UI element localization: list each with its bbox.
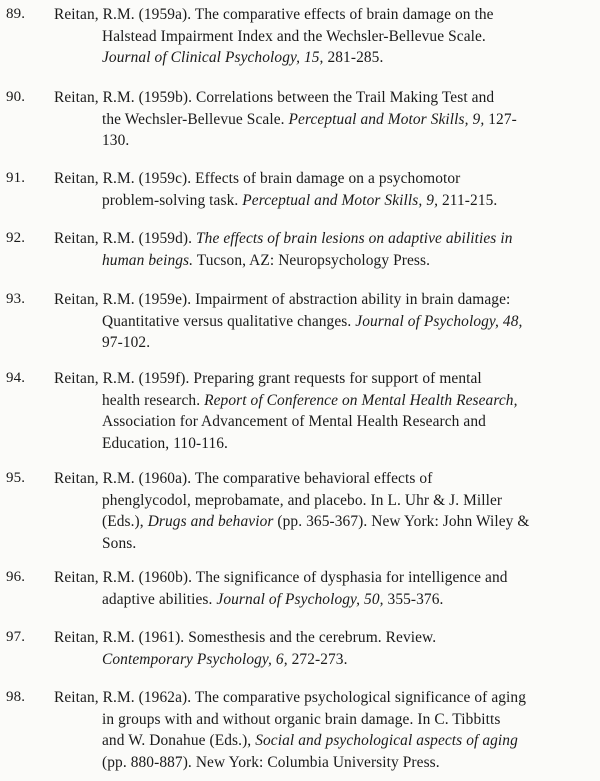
citation-segment: Sons. <box>102 534 137 552</box>
reference-line <box>54 490 586 512</box>
citation-segment: adaptive abilities. <box>102 590 217 608</box>
citation-segment: (Eds.), <box>102 513 148 530</box>
reference-number: 90. <box>6 89 26 105</box>
reference-line <box>54 168 586 190</box>
reference-text <box>54 87 586 152</box>
reference-number: 94. <box>6 370 26 386</box>
italic-citation-segment: Perceptual and Motor Skills, 9, <box>288 110 485 128</box>
reference-line <box>54 411 586 433</box>
italic-citation-segment: Report of Conference on Mental Health Research, <box>204 391 518 409</box>
reference-line <box>54 250 586 272</box>
reference-line <box>54 289 586 311</box>
reference-number: 91. <box>6 170 26 186</box>
reference-number: 93. <box>6 291 26 307</box>
citation-segment: Association for Advancement of Mental Health Research and <box>102 413 486 430</box>
reference-text <box>54 468 586 554</box>
citation-segment: and W. Donahue (Eds.), <box>102 732 256 749</box>
citation-segment: Reitan, R.M. (1961). Somesthesis and the cerebrum. Review. <box>54 629 437 646</box>
citation-segment: 130. <box>102 132 130 149</box>
citation-segment: 211-215. <box>438 191 498 209</box>
reference-line <box>54 567 586 589</box>
citation-segment: 127- <box>484 110 517 128</box>
reference-line <box>54 87 586 109</box>
reference-text <box>54 4 586 69</box>
citation-segment: Education, 110-116. <box>102 434 228 452</box>
citation-segment: problem-solving task. <box>102 191 243 209</box>
reference-line <box>54 368 586 390</box>
italic-citation-segment: human beings. <box>102 251 194 269</box>
citation-segment: Reitan, R.M. (1962a). The comparative psychological significance of aging <box>54 689 527 706</box>
italic-citation-segment: Contemporary Psychology, 6, <box>102 650 288 668</box>
reference-text <box>54 289 586 354</box>
citation-segment: Halstead Impairment Index and the Wechsler-Bellevue Scale. <box>102 27 486 45</box>
reference-line <box>54 752 586 774</box>
italic-citation-segment: Drugs and behavior <box>147 513 274 530</box>
citation-segment: Reitan, R.M. (1959c). Effects of brain damage on a psychomotor <box>54 170 461 187</box>
reference-line <box>54 130 586 152</box>
reference-line <box>54 47 586 69</box>
italic-citation-segment: Journal of Clinical Psychology, 15, <box>102 49 324 66</box>
citation-segment: the Wechsler-Bellevue Scale. <box>102 110 289 128</box>
italic-citation-segment: Journal of Psychology, 48, <box>355 312 523 330</box>
reference-line <box>54 433 586 455</box>
reference-line <box>54 627 586 649</box>
reference-line <box>54 332 586 354</box>
reference-line <box>54 4 586 26</box>
reference-line <box>54 589 586 611</box>
reference-text <box>54 228 586 271</box>
citation-segment: health research. <box>102 391 205 409</box>
citation-segment: Reitan, R.M. (1959e). Impairment of abstraction ability in brain damage: <box>54 291 511 308</box>
citation-segment: Reitan, R.M. (1959b). Correlations between the Trail Making Test and <box>54 89 495 106</box>
citation-segment: 272-273. <box>287 650 348 668</box>
reference-line <box>54 228 586 250</box>
reference-line <box>54 533 586 555</box>
citation-segment: Reitan, R.M. (1959d). <box>54 230 196 247</box>
reference-number: 96. <box>6 569 26 585</box>
citation-segment: 281-285. <box>323 49 384 66</box>
reference-text <box>54 368 586 454</box>
reference-text <box>54 687 586 773</box>
reference-line <box>54 730 586 752</box>
reference-line <box>54 511 586 533</box>
reference-line <box>54 390 586 412</box>
reference-line <box>54 190 586 212</box>
citation-segment: (pp. 365-367). New York: John Wiley & <box>273 513 530 530</box>
reference-text <box>54 168 586 211</box>
reference-number: 95. <box>6 470 26 486</box>
citation-segment: 355-376. <box>383 590 444 608</box>
reference-line <box>54 709 586 731</box>
citation-segment: Reitan, R.M. (1960a). The comparative behavioral effects of <box>54 470 433 487</box>
italic-citation-segment: Social and psychological aspects of aging <box>255 732 518 749</box>
italic-citation-segment: Perceptual and Motor Skills, 9, <box>242 191 439 209</box>
citation-segment: Reitan, R.M. (1959a). The comparative effects of brain damage on the <box>54 6 494 23</box>
reference-line <box>54 26 586 48</box>
reference-number: 98. <box>6 689 26 705</box>
italic-citation-segment: Journal of Psychology, 50, <box>216 590 384 608</box>
reference-line <box>54 109 586 131</box>
citation-segment: (pp. 880-887). New York: Columbia University Press. <box>102 753 440 771</box>
reference-number: 89. <box>6 6 26 22</box>
citation-segment: in groups with and without organic brain damage. In C. Tibbitts <box>102 710 501 728</box>
reference-line <box>54 649 586 671</box>
citation-segment: Quantitative versus qualitative changes. <box>102 312 356 330</box>
reference-line <box>54 311 586 333</box>
citation-segment: 97-102. <box>102 334 151 351</box>
reference-text <box>54 567 586 610</box>
citation-segment: phenglycodol, meprobamate, and placebo. In L. Uhr & J. Miller <box>102 491 503 509</box>
citation-segment: Reitan, R.M. (1960b). The significance of dysphasia for intelligence and <box>54 569 508 586</box>
citation-segment: Reitan, R.M. (1959f). Preparing grant requests for support of mental <box>54 370 482 387</box>
reference-line <box>54 468 586 490</box>
reference-number: 97. <box>6 629 26 645</box>
reference-number: 92. <box>6 230 26 246</box>
reference-line <box>54 687 586 709</box>
reference-text <box>54 627 586 670</box>
italic-citation-segment: The effects of brain lesions on adaptive abilities in <box>196 230 513 247</box>
citation-segment: Tucson, AZ: Neuropsychology Press. <box>193 251 431 269</box>
